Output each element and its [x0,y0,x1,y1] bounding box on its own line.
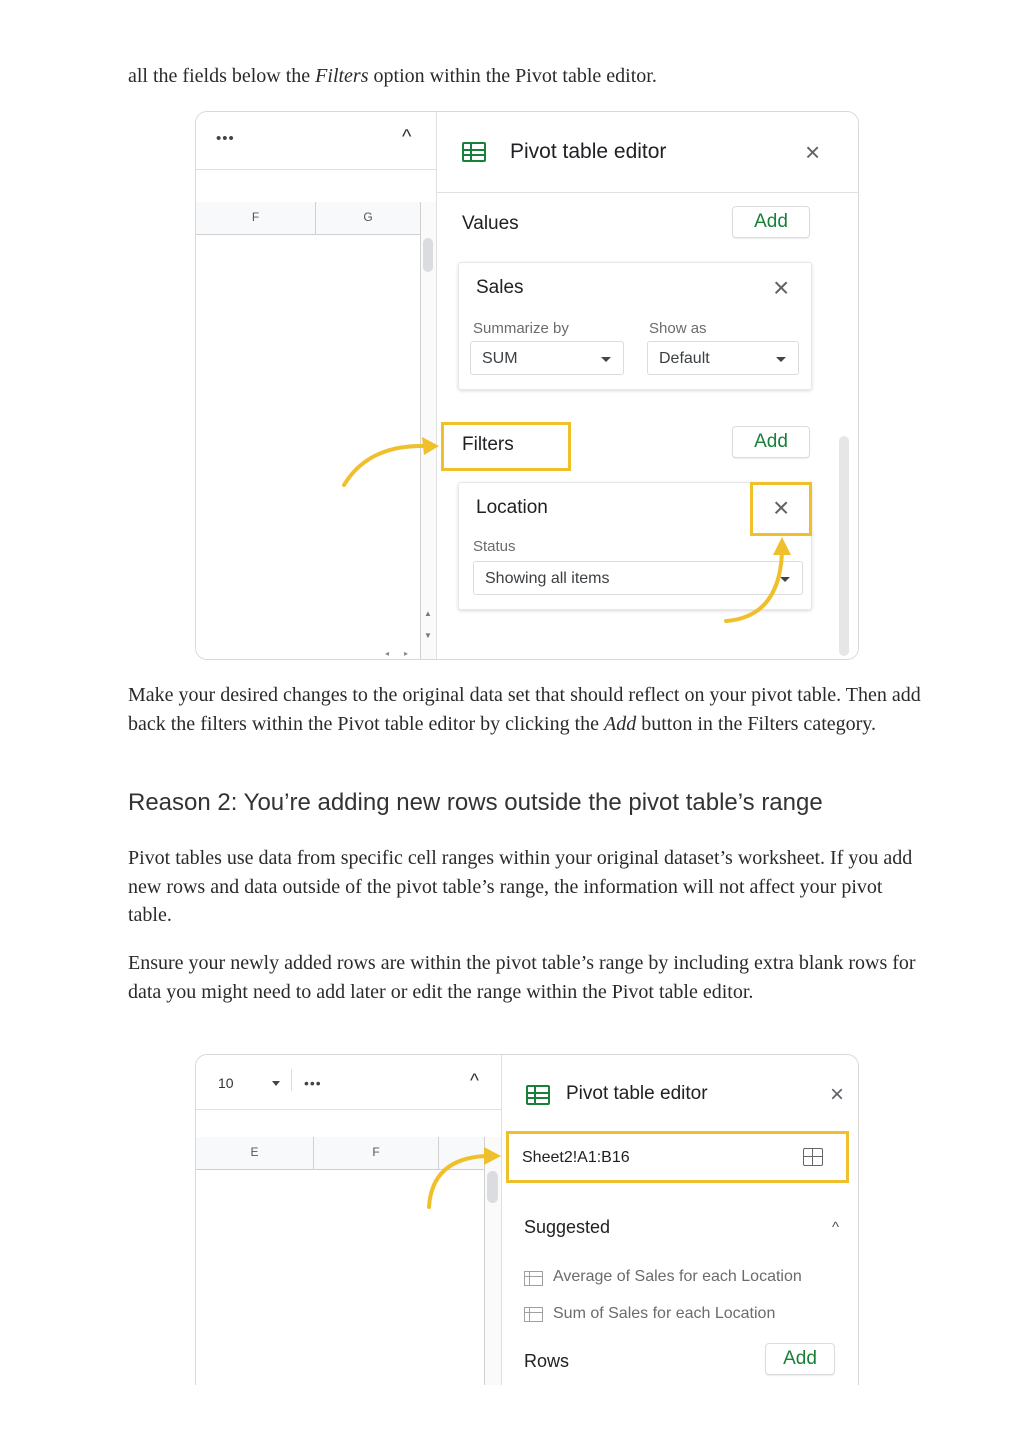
editor-title: Pivot table editor [566,1083,708,1104]
column-header-f[interactable]: F [196,202,316,235]
suggestion-sum[interactable]: Sum of Sales for each Location [553,1305,776,1322]
intro-emphasis: Filters [315,65,369,87]
arrow-to-filters [344,446,424,485]
column-header-g[interactable]: G [316,202,421,235]
paragraph-emphasis: Add [604,712,637,735]
intro-text-end: option within the Pivot table editor. [368,65,657,87]
font-size-value[interactable]: 10 [218,1075,234,1091]
intro-text: all the fields below the [128,65,316,87]
annotation-arrows [196,1055,858,1385]
section-heading: Reason 2: You’re adding new rows outside the pivot table’s range [128,789,823,816]
scroll-right-icon[interactable]: ▸ [404,649,409,658]
show-as-value: Default [659,350,710,367]
arrow-to-remove [726,553,782,621]
collapse-icon[interactable]: ^ [402,126,412,148]
summarize-by-label: Summarize by [473,320,569,337]
suggestion-average[interactable]: Average of Sales for each Location [553,1268,802,1285]
range-value: Sheet2!A1:B16 [522,1149,630,1166]
arrow-to-remove-head [773,537,791,555]
intro-paragraph [128,62,928,91]
status-label: Status [473,538,516,555]
status-value: Showing all items [485,570,610,587]
close-editor-icon[interactable]: × [805,137,821,167]
collapse-suggested-icon[interactable]: ^ [832,1219,840,1236]
annotation-arrows [196,112,858,659]
paragraph-text-end: button in the Filters category. [636,712,876,735]
arrow-to-range [429,1156,485,1207]
remove-sales-icon[interactable]: × [773,272,790,303]
location-card-title: Location [476,497,548,518]
summarize-by-value: SUM [482,350,518,367]
paragraph-text: Make your desired changes to the original data set that should reflect on your pivot table. Then add back the filters within the Pivot table editor by clicking the [128,684,921,735]
show-as-label: Show as [649,320,707,337]
screenshot-pivot-range [195,1054,859,1385]
column-header-f[interactable]: F [314,1137,439,1170]
more-options-icon[interactable]: ••• [216,130,235,147]
arrow-to-filters-head [422,437,439,455]
more-options-icon[interactable]: ••• [304,1075,322,1091]
close-editor-icon[interactable]: × [830,1081,845,1108]
collapse-icon[interactable]: ^ [470,1071,479,1092]
add-row-button[interactable]: Add [765,1343,835,1375]
scroll-left-icon[interactable]: ◂ [385,649,390,658]
column-header-e[interactable]: E [196,1137,314,1170]
add-filter-button[interactable]: Add [732,426,810,458]
filters-label: Filters [462,434,514,455]
scroll-down-icon[interactable]: ▼ [424,631,432,640]
paragraph-cell-ranges: Pivot tables use data from specific cell ranges within your original dataset’s worksheet. If you add new rows and data outside of the pivot table’s range, the information will not affect your pivot table. [128,847,913,926]
rows-label: Rows [524,1351,570,1371]
sales-card-title: Sales [476,277,524,298]
add-value-button[interactable]: Add [732,206,810,238]
paragraph-ensure-rows: Ensure your newly added rows are within the pivot table’s range by including extra blank rows for data you might need to add later or edit the range within the Pivot table editor. [128,952,916,1003]
editor-title: Pivot table editor [510,140,667,163]
paragraph-make-changes [128,681,928,738]
arrow-to-range-head [484,1147,501,1165]
screenshot-pivot-filters [195,111,859,660]
scroll-up-icon[interactable]: ▲ [424,609,432,618]
values-label: Values [462,213,519,234]
suggested-label: Suggested [524,1217,611,1237]
remove-filter-icon[interactable]: × [773,492,790,523]
